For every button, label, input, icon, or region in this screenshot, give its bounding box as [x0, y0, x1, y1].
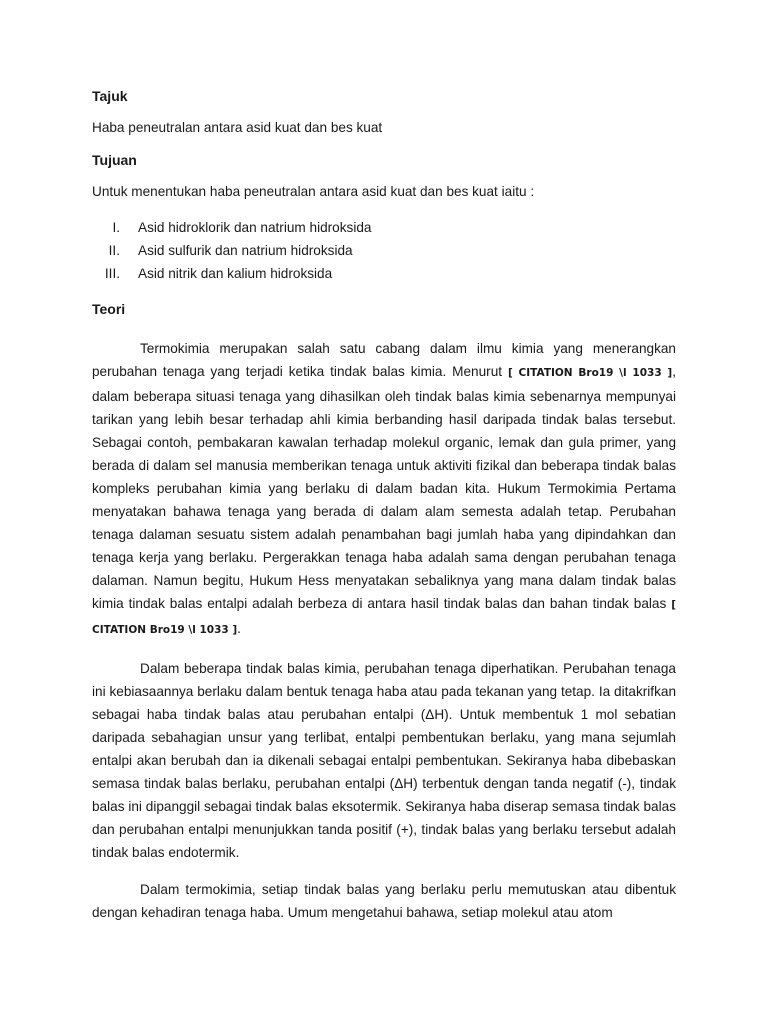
list-item: [92, 239, 676, 262]
list-number: II.: [108, 243, 120, 258]
list-item-text: Asid hidroklorik dan natrium hidroksida: [138, 220, 372, 235]
theory-paragraph-2: Dalam beberapa tindak balas kimia, perubahan tenaga diperhatikan. Perubahan tenaga ini kebiasaannya berlaku dalam bentuk tenaga haba atau pada tekanan yang tetap. Ia ditakrifkan sebagai haba tindak balas atau perubahan entalpi (ΔH). Untuk membentuk 1 mol sebatian daripada sebahagian unsur yang terlibat, entalpi pembentukan berlaku, yang mana sejumlah entalpi akan berubah dan ia dikenali sebagai entalpi pembentukan. Sekiranya haba dibebaskan semasa tindak balas berlaku, perubahan entalpi (ΔH) terbentuk dengan tanda negatif (-), tindak balas ini dipanggil sebagai tindak balas eksotermik. Sekiranya haba diserap semasa tindak balas dan perubahan entalpi menunjukkan tanda positif (+), tindak balas yang berlaku tersebut adalah tindak balas endotermik.: [92, 661, 676, 860]
list-number: I.: [112, 220, 120, 235]
list-item: [92, 216, 676, 239]
aim-intro: Untuk menentukan haba peneutralan antara asid kuat dan bes kuat iaitu :: [92, 184, 535, 199]
list-item-text: Asid nitrik dan kalium hidroksida: [138, 266, 333, 281]
list-item: [92, 262, 676, 285]
title-text: Haba peneutralan antara asid kuat dan bes kuat: [92, 120, 383, 135]
aim-list: [92, 216, 676, 285]
paragraph-text: .: [237, 621, 241, 636]
citation-field: [ CITATION Bro19 \l 1033 ]: [507, 367, 673, 379]
citation-field: [ CITATION Bro19 \l 1033 ]: [92, 599, 676, 636]
list-item-text: Asid sulfurik dan natrium hidroksida: [138, 243, 353, 258]
heading-tujuan: Tujuan: [92, 152, 137, 168]
heading-tajuk: Tajuk: [92, 88, 128, 104]
list-number: III.: [104, 266, 120, 281]
theory-paragraph-1: [92, 337, 676, 642]
paragraph-text: , dalam beberapa situasi tenaga yang dihasilkan oleh tindak balas kimia sebenarnya mempunyai tarikan yang lebih besar terhadap ahli kimia berbanding hasil daripada tindak balas tersebut. Sebagai contoh, pembakaran kawalan terhadap molekul organic, lemak dan gula primer, yang berada di dalam sel manusia memberikan tenaga untuk aktiviti fizikal dan beberapa tindak balas kompleks perubahan kimia yang berlaku di dalam badan kita. Hukum Termokimia Pertama menyatakan bahawa tenaga yang berada di dalam alam semesta adalah tetap. Perubahan tenaga dalaman sesuatu sistem adalah penambahan bagi jumlah haba yang dipindahkan dan tenaga kerja yang berlaku. Pergerakkan tenaga haba adalah sama dengan perubahan tenaga dalaman. Namun begitu, Hukum Hess menyatakan sebaliknya yang mana dalam tindak balas kimia tindak balas entalpi adalah berbeza di antara hasil tindak balas dan bahan tindak balas: [92, 364, 677, 611]
paragraph-text: Termokimia merupakan salah satu cabang dalam ilmu kimia yang menerangkan perubahan tenaga yang terjadi ketika tindak balas kimia. Menurut: [92, 341, 676, 379]
heading-teori: Teori: [92, 301, 126, 317]
theory-paragraph-3: Dalam termokimia, setiap tindak balas yang berlaku perlu memutuskan atau dibentuk dengan kehadiran tenaga haba. Umum mengetahui bahawa, setiap molekul atau atom: [92, 882, 676, 920]
